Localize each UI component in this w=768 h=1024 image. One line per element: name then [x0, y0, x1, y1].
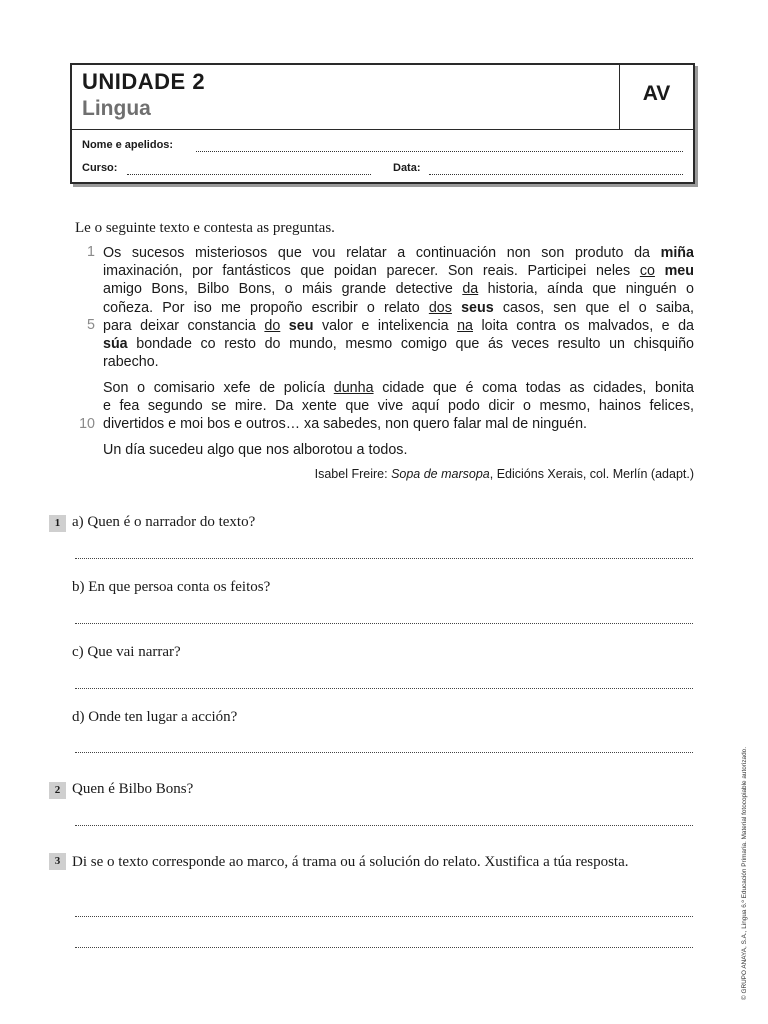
paragraph-1	[103, 244, 694, 371]
header-top	[72, 65, 693, 130]
text-line: e fea segundo se mire. Da xente que vive aquí podo dicir o mesmo, hainos felices,	[103, 398, 694, 415]
question-number-badge: 1	[49, 515, 66, 532]
text-line: Un día sucedeu algo que nos alborotou a todos.	[103, 442, 408, 458]
text-line: para deixar constancia do seu valor e intelixencia na loita contra os malvados, e da	[103, 317, 694, 334]
line-number: 1	[87, 244, 95, 260]
line-number: 10	[79, 416, 95, 432]
course-field[interactable]	[127, 174, 371, 175]
question-2: Quen é Bilbo Bons?	[72, 781, 194, 797]
answer-line[interactable]	[75, 947, 693, 948]
answer-line[interactable]	[75, 688, 693, 689]
text-line: amigo Bons, Bilbo Bons, o máis grande detective da historia, aínda que ninguén o	[103, 281, 694, 298]
name-label: Nome e apelidos:	[82, 139, 174, 151]
question-number-badge: 3	[49, 853, 66, 870]
unit-title: UNIDADE 2	[82, 69, 206, 94]
unit-subtitle: Lingua	[82, 97, 151, 120]
instruction: Le o seguinte texto e contesta as preguntas.	[75, 220, 335, 236]
text-line: Son o comisario xefe de policía dunha cidade que é coma todas as cidades, bonita	[103, 380, 694, 396]
text-line: imaxinación, por fantásticos que poidan parecer. Son reais. Participei neles co meu	[103, 263, 694, 280]
date-label: Data:	[393, 162, 421, 174]
answer-line[interactable]	[75, 825, 693, 826]
text-line: Os sucesos misteriosos que vou relatar a continuación non son produto da miña	[103, 245, 694, 261]
av-cell	[619, 65, 693, 129]
date-field[interactable]	[429, 174, 683, 175]
text-line: divertidos e moi bos e outros… xa sabedes, non quero falar mal de ninguén.	[103, 416, 587, 433]
question-number-badge: 2	[49, 782, 66, 799]
av-label: AV	[642, 82, 671, 105]
name-field[interactable]	[196, 151, 683, 152]
question-1b: b) En que persoa conta os feitos?	[72, 579, 271, 595]
source-citation: Isabel Freire: Sopa de marsopa, Edicións Xerais, col. Merlín (adapt.)	[314, 467, 694, 481]
paragraph-2	[103, 379, 694, 434]
text-line: coñeza. Por iso me propoño escribir o relato dos seus casos, sen que el o saiba,	[103, 299, 694, 316]
copyright-notice: © GRUPO ANAYA, S.A., Lingua 6.º Educación Primaria. Material fotocopiable autorizado.	[741, 747, 748, 1000]
answer-line[interactable]	[75, 916, 693, 917]
question-1d: d) Onde ten lugar a acción?	[72, 709, 238, 725]
question-1a: a) Quen é o narrador do texto?	[72, 514, 256, 530]
text-line: súa bondade co resto do mundo, mesmo comigo que ás veces resulto un chisquiño	[103, 335, 694, 352]
header-box	[70, 63, 695, 184]
line-number: 5	[87, 317, 95, 333]
answer-line[interactable]	[75, 558, 693, 559]
answer-line[interactable]	[75, 623, 693, 624]
course-label: Curso:	[82, 162, 118, 174]
question-3: Di se o texto corresponde ao marco, á trama ou á solución do relato. Xustifica a túa resposta.	[72, 854, 629, 870]
question-1c: c) Que vai narrar?	[72, 644, 181, 660]
paragraph-3	[103, 441, 694, 459]
text-line: rabecho.	[103, 354, 159, 371]
answer-line[interactable]	[75, 752, 693, 753]
